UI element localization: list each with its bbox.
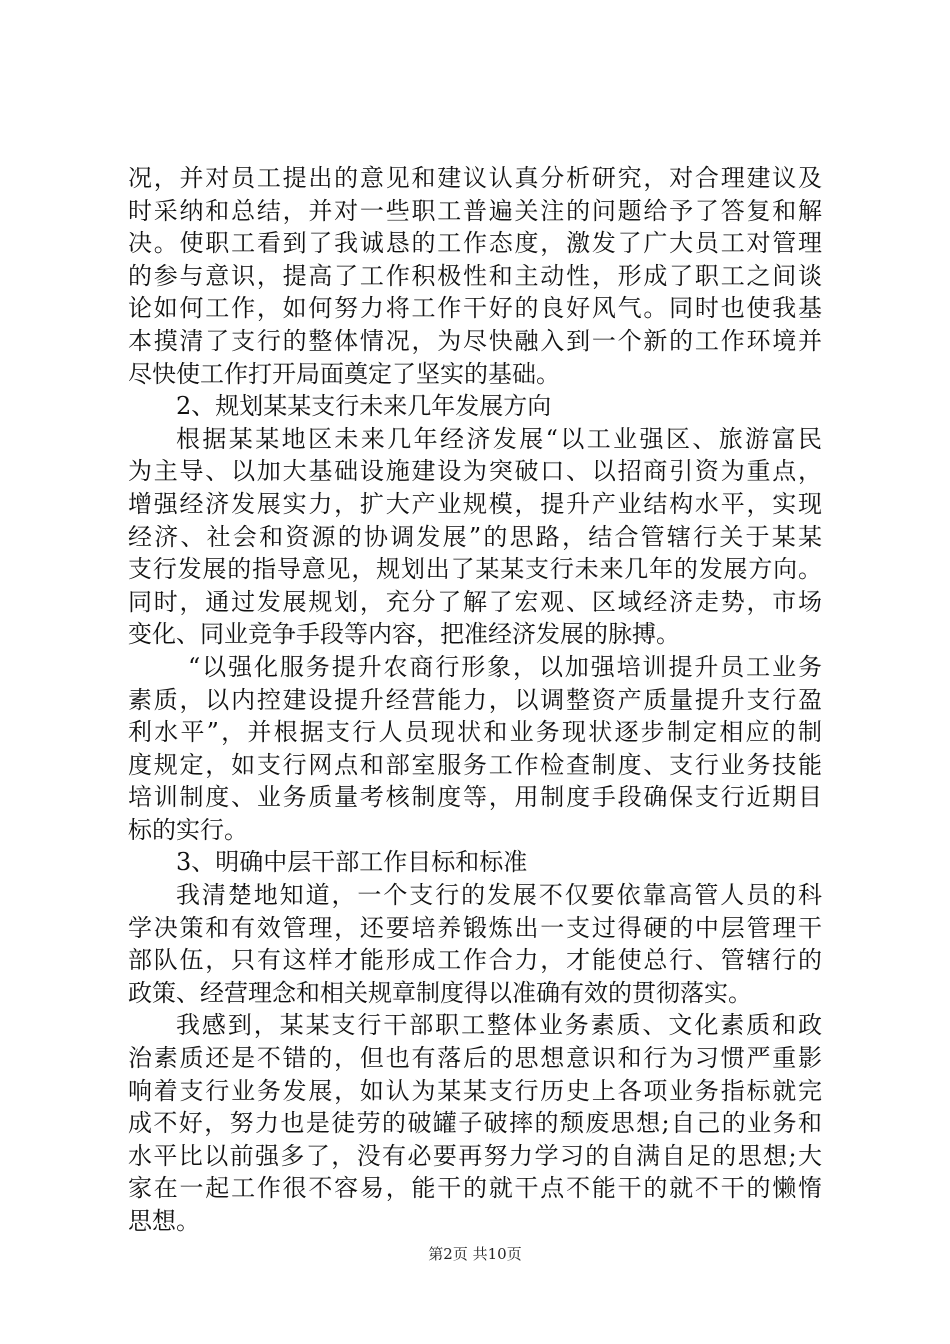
section-heading: 3、明确中层干部工作目标和标准 <box>176 848 528 877</box>
text-line: 培训制度、业务质量考核制度等，用制度手段确保支行近期目 <box>128 783 822 812</box>
text-line: “以强化服务提升农商行形象，以加强培训提升员工业务 <box>188 652 822 681</box>
text-line: 成不好，努力也是徒劳的破罐子破摔的颓废思想;自己的业务和 <box>128 1109 822 1138</box>
text-line: 为主导、以加大基础设施建设为突破口、以招商引资为重点， <box>128 457 822 486</box>
text-line: 家在一起工作很不容易，能干的就干点不能干的就不干的懒惰 <box>128 1174 822 1203</box>
page-number-footer: 第2页 共10页 <box>428 1245 522 1263</box>
text-line: 响着支行业务发展，如认为某某支行历史上各项业务指标就完 <box>128 1076 822 1105</box>
document-body <box>128 162 822 1238</box>
text-line: 本摸清了支行的整体情况，为尽快融入到一个新的工作环境并 <box>128 326 822 355</box>
text-line: 我清楚地知道，一个支行的发展不仅要依靠高管人员的科 <box>176 881 822 910</box>
text-line: 学决策和有效管理，还要培养锻炼出一支过得硬的中层管理干 <box>128 913 822 942</box>
section-heading: 2、规划某某支行未来几年发展方向 <box>176 392 552 421</box>
text-line: 的参与意识，提高了工作积极性和主动性，形成了职工之间谈 <box>128 261 822 290</box>
text-line: 况，并对员工提出的意见和建议认真分析研究，对合理建议及 <box>128 164 822 192</box>
text-line: 论如何工作，如何努力将工作干好的良好风气。同时也使我基 <box>128 294 822 323</box>
text-line: 政策、经营理念和相关规章制度得以准确有效的贯彻落实。 <box>128 978 752 1007</box>
text-line: 变化、同业竞争手段等内容，把准经济发展的脉搏。 <box>128 620 680 649</box>
text-line: 根据某某地区未来几年经济发展“以工业强区、旅游富民 <box>176 424 822 453</box>
text-line: 思想。 <box>128 1207 200 1235</box>
text-line: 部队伍，只有这样才能形成工作合力，才能使总行、管辖行的 <box>128 946 822 975</box>
text-line: 决。使职工看到了我诚恳的工作态度，激发了广大员工对管理 <box>128 229 822 258</box>
text-line: 度规定，如支行网点和部室服务工作检查制度、支行业务技能 <box>128 750 822 779</box>
text-line: 治素质还是不错的，但也有落后的思想意识和行为习惯严重影 <box>128 1044 822 1073</box>
text-line: 经济、社会和资源的协调发展”的思路，结合管辖行关于某某 <box>128 522 822 551</box>
text-line: 水平比以前强多了，没有必要再努力学习的自满自足的思想;大 <box>128 1141 822 1170</box>
text-line: 我感到，某某支行干部职工整体业务素质、文化素质和政 <box>176 1011 822 1040</box>
text-line: 同时，通过发展规划，充分了解了宏观、区域经济走势，市场 <box>128 587 822 616</box>
text-line: 支行发展的指导意见，规划出了某某支行未来几年的发展方向。 <box>128 555 822 584</box>
text-line: 素质，以内控建设提升经营能力，以调整资产质量提升支行盈 <box>128 685 822 714</box>
text-line: 利水平”，并根据支行人员现状和业务现状逐步制定相应的制 <box>128 718 822 747</box>
text-line: 标的实行。 <box>128 815 248 844</box>
text-line: 尽快使工作打开局面奠定了坚实的基础。 <box>128 359 560 388</box>
text-line: 增强经济发展实力，扩大产业规模，提升产业结构水平，实现 <box>128 489 822 518</box>
text-line: 时采纳和总结，并对一些职工普遍关注的问题给予了答复和解 <box>128 196 822 225</box>
